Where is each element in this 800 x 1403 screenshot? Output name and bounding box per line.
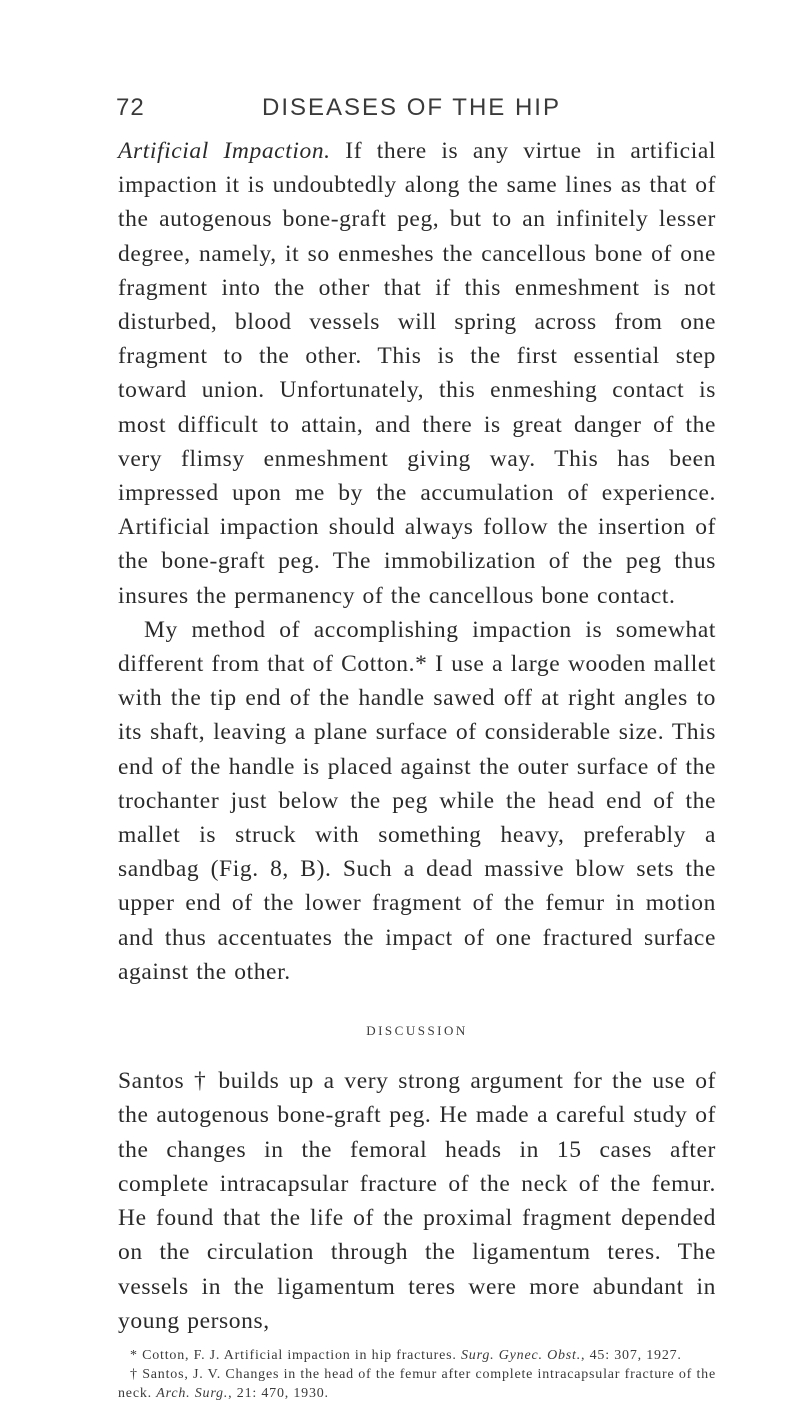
page-number: 72 — [116, 94, 145, 121]
running-head — [118, 94, 716, 134]
section-heading: DISCUSSION — [366, 1023, 468, 1039]
paragraph-discussion: Santos † builds up a very strong argument for the use of the autogenous bone-graft peg. He made a careful study of the changes in the femoral heads in 15 cases after complete intracapsular fracture of the neck of the femur. He found that the life of the proximal fragment depended on the circulation through the ligamentum teres. The vessels in the ligamentum teres were more abundant in young persons, — [118, 1068, 716, 1334]
paragraph-text: If there is any virtue in artificial impaction it is undoubtedly along the same lines as that of the autogenous bone-graft peg, but to an infinitely lesser degree, namely, it so enmeshes the cancellous bone of one fragment into the other that if this enmeshment is not disturbed, blood vessels will spring across from one fragment to the other. This is the first essential step toward union. Unfortunately, this enmeshing contact is most difficult to attain, and there is great danger of the very flimsy enmeshment giving way. This has been impressed upon me by the accumulation of experience. Artificial impaction should always follow the insertion of the bone-graft peg. The immobilization of the peg thus insures the permanency of the cancellous bone contact. — [118, 138, 716, 609]
footnote-text: * Cotton, F. J. Artificial impaction in hip fractures. — [130, 1347, 461, 1363]
paragraph-artificial-impaction — [118, 134, 716, 613]
footnote-journal: Arch. Surg. — [156, 1385, 229, 1401]
footnote-citation: , 45: 307, 1927. — [581, 1347, 682, 1363]
footnote-text: † Santos, J. V. Changes in the head of the femur after complete intracapsular fracture of the neck. — [118, 1366, 716, 1401]
paragraph-method: My method of accomplishing impaction is somewhat different from that of Cotton.* I use a large wooden mallet with the tip end of the handle sawed off at right angles to its shaft, leaving a plane surface of considerable size. This end of the handle is placed against the outer surface of the trochanter just below the peg while the head end of the mallet is struck with something heavy, preferably a sandbag (Fig. 8, B). Such a dead massive blow sets the upper end of the lower fragment of the femur in motion and thus accentuates the impact of one fractured surface against the other. — [118, 616, 716, 985]
run-in-heading: Artificial Impaction. — [118, 138, 331, 164]
running-title: DISEASES OF THE HIP — [262, 94, 561, 121]
footnote-cotton — [118, 1346, 716, 1365]
footnote-citation: , 21: 470, 1930. — [228, 1385, 329, 1401]
footnote-journal: Surg. Gynec. Obst. — [461, 1347, 582, 1363]
body-text — [118, 134, 716, 1338]
footnotes — [118, 1346, 716, 1403]
book-page — [118, 94, 716, 1403]
footnote-santos — [118, 1365, 716, 1403]
